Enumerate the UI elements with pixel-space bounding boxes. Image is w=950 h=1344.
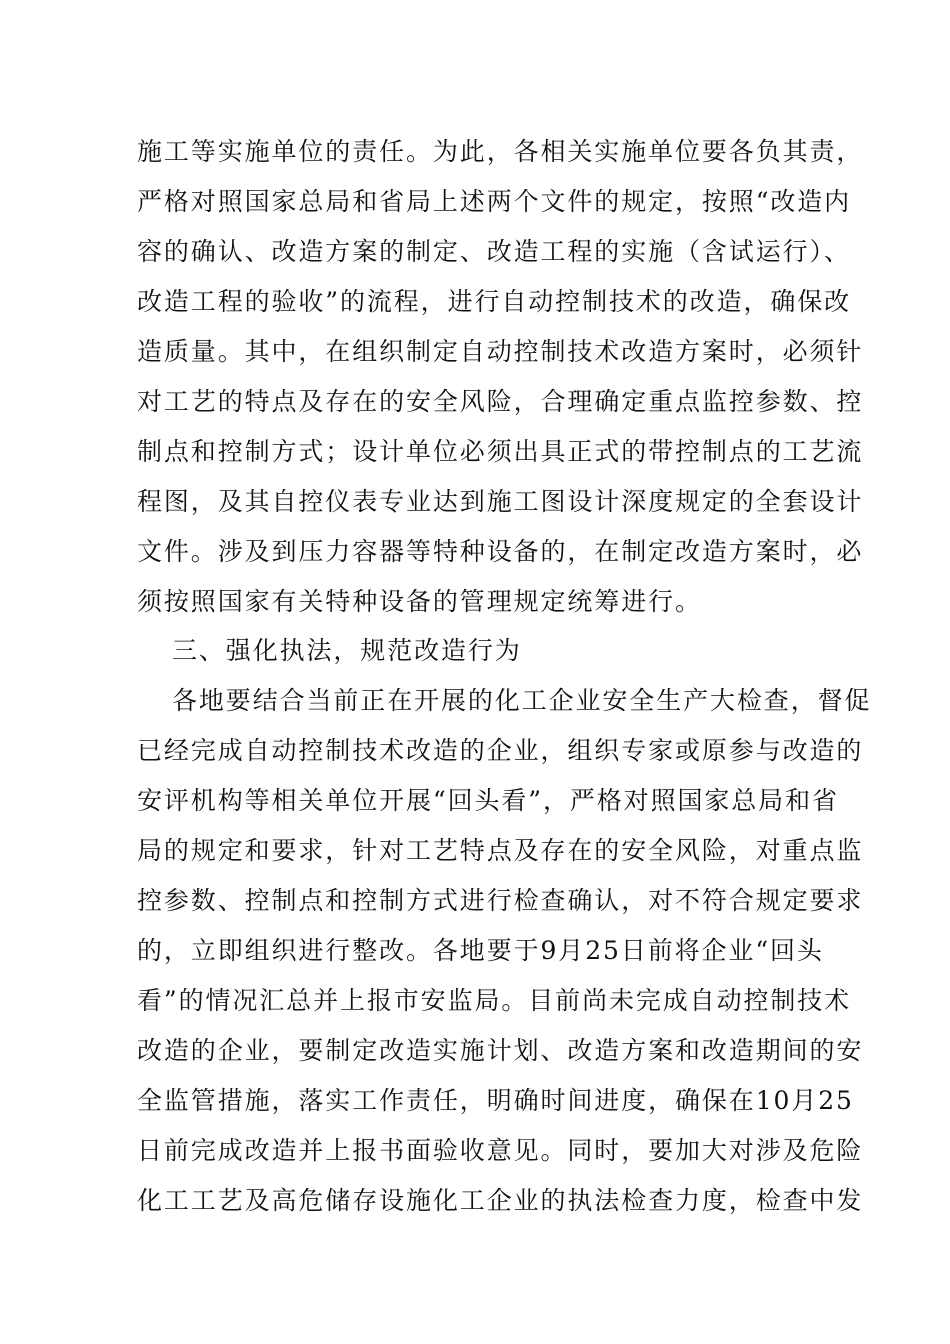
body-text-line: 改造的企业，要制定改造实施计划、改造方案和改造期间的安 bbox=[137, 1036, 864, 1065]
body-text-line: 对工艺的特点及存在的安全风险，合理确定重点监控参数、控 bbox=[137, 387, 864, 416]
body-text-line: 改造工程的验收”的流程，进行自动控制技术的改造，确保改 bbox=[137, 287, 852, 316]
body-text-line: 安评机构等相关单位开展“回头看”，严格对照国家总局和省 bbox=[137, 786, 839, 815]
section-heading: 三、强化执法，规范改造行为 bbox=[172, 636, 522, 665]
body-text-line: 程图，及其自控仪表专业达到施工图设计深度规定的全套设计 bbox=[137, 487, 864, 516]
body-text-line: 文件。涉及到压力容器等特种设备的，在制定改造方案时，必 bbox=[137, 537, 864, 566]
body-text-line: 全监管措施，落实工作责任，明确时间进度，确保在10月25 bbox=[137, 1086, 854, 1115]
body-text-line: 容的确认、改造方案的制定、改造工程的实施（含试运行）、 bbox=[137, 237, 851, 266]
body-text-line: 日前完成改造并上报书面验收意见。同时，要加大对涉及危险 bbox=[137, 1136, 864, 1165]
body-text-line: 局的规定和要求，针对工艺特点及存在的安全风险，对重点监 bbox=[137, 836, 864, 865]
body-text-line: 已经完成自动控制技术改造的企业，组织专家或原参与改造的 bbox=[137, 736, 864, 765]
body-text-line: 控参数、控制点和控制方式进行检查确认，对不符合规定要求 bbox=[137, 886, 864, 915]
body-text-line: 制点和控制方式；设计单位必须出具正式的带控制点的工艺流 bbox=[137, 437, 864, 466]
body-text-line: 的，立即组织进行整改。各地要于9月25日前将企业“回头 bbox=[137, 936, 824, 965]
body-text-line: 须按照国家有关特种设备的管理规定统筹进行。 bbox=[137, 587, 702, 616]
body-text-line: 各地要结合当前正在开展的化工企业安全生产大检查，督促 bbox=[172, 686, 872, 715]
body-text-line: 施工等实施单位的责任。为此，各相关实施单位要各负其责， bbox=[137, 137, 864, 166]
body-text-line: 严格对照国家总局和省局上述两个文件的规定，按照“改造内 bbox=[137, 187, 852, 216]
body-text-line: 看”的情况汇总并上报市安监局。目前尚未完成自动控制技术 bbox=[137, 986, 852, 1015]
body-text-line: 化工工艺及高危储存设施化工企业的执法检查力度，检查中发 bbox=[137, 1186, 864, 1215]
body-text-line: 造质量。其中，在组织制定自动控制技术改造方案时，必须针 bbox=[137, 337, 864, 366]
